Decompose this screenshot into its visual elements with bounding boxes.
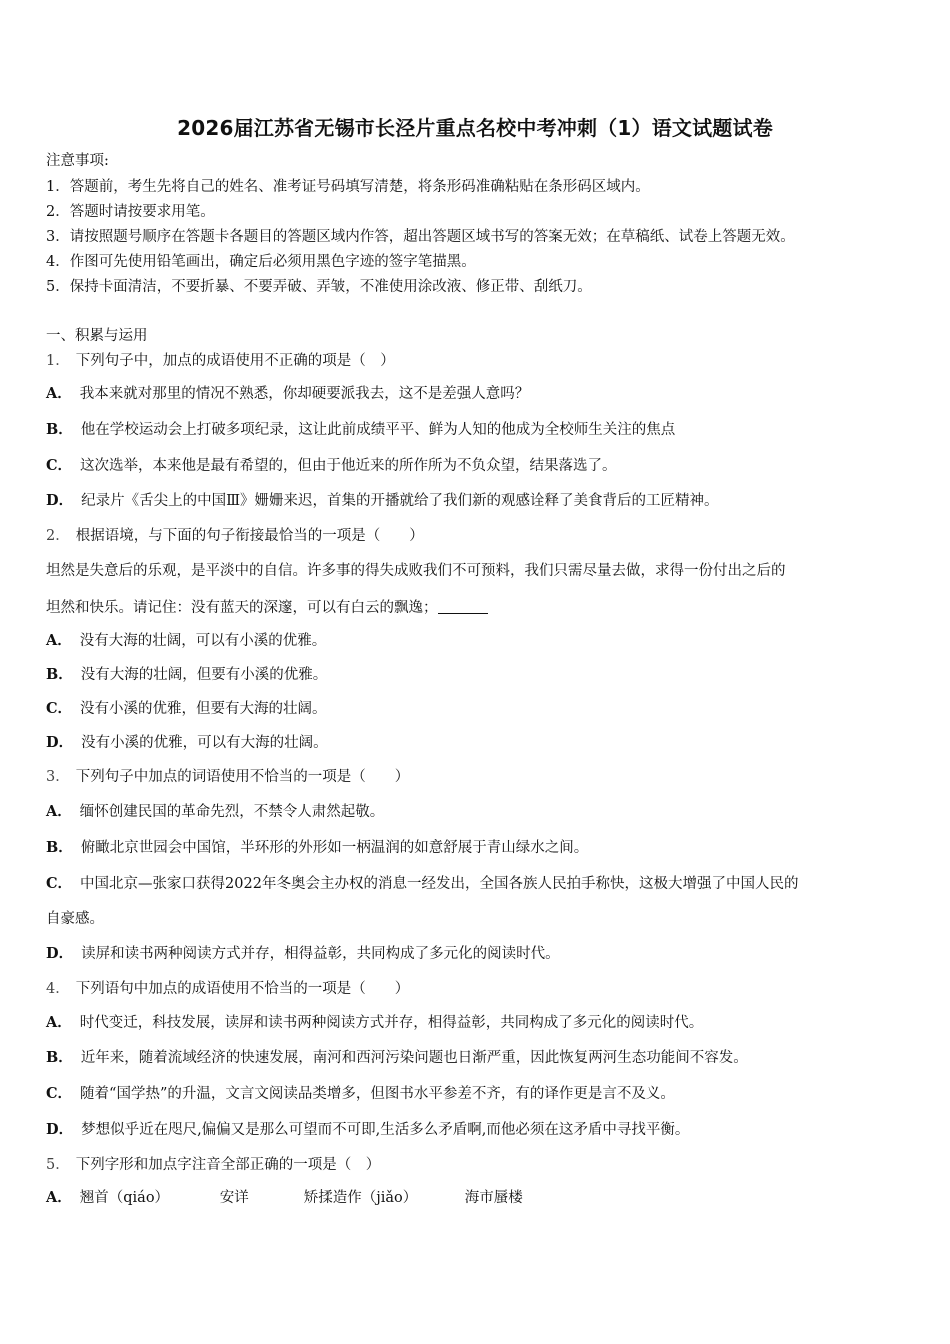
option-label: C． xyxy=(46,457,73,474)
option-text: 中国北京—张家口获得2022年冬奥会主办权的消息一经发出，全国各族人民拍手称快，这极大增强了中国人民的 xyxy=(80,876,799,892)
section-heading: 一、积累与运用 xyxy=(46,328,148,344)
option-item: 安详 xyxy=(219,1190,249,1206)
question-2-stem xyxy=(46,526,424,546)
option-text: 他在学校运动会上打破多项纪录，这让此前成绩平平、鲜为人知的他成为全校师生关注的焦点 xyxy=(80,422,676,438)
question-number: 2． xyxy=(46,528,70,544)
option-text: 俯瞰北京世园会中国馆，半环形的外形如一柄温润的如意舒展于青山绿水之间。 xyxy=(80,840,589,856)
question-text: 下列语句中加点的成语使用不恰当的一项是（ ） xyxy=(75,981,410,997)
option-label: A． xyxy=(46,803,72,820)
notice-item: 2．答题时请按要求用笔。 xyxy=(46,204,215,220)
notice-item: 5．保持卡面清洁，不要折暴、不要弄破、弄皱，不准使用涂改液、修正带、刮纸刀。 xyxy=(46,279,592,295)
option-d xyxy=(46,491,719,511)
question-number: 3． xyxy=(46,769,70,785)
option-label: A． xyxy=(46,1189,72,1206)
question-text: 下列句子中，加点的成语使用不正确的项是（ ） xyxy=(75,353,395,369)
option-text: 没有大海的壮阔，可以有小溪的优雅。 xyxy=(79,633,327,649)
option-a xyxy=(46,1188,523,1208)
option-label: B． xyxy=(46,666,73,683)
option-label: D． xyxy=(46,1121,74,1138)
option-label: D． xyxy=(46,945,74,962)
option-label: B． xyxy=(46,1049,73,1066)
notice-item: 1．答题前，考生先将自己的姓名、准考证号码填写清楚，将条形码准确粘贴在条形码区域内。 xyxy=(46,179,650,195)
option-b xyxy=(46,420,675,440)
answer-blank xyxy=(438,599,488,614)
notice-item: 3．请按照题号顺序在答题卡各题目的答题区域内作答，超出答题区域书写的答案无效；在草稿纸、试卷上答题无效。 xyxy=(46,229,795,245)
question-text: 下列句子中加点的词语使用不恰当的一项是（ ） xyxy=(75,769,410,785)
option-c xyxy=(46,699,327,719)
option-text: 读屏和读书两种阅读方式并存，相得益彰，共同构成了多元化的阅读时代。 xyxy=(81,946,560,962)
option-label: D． xyxy=(46,734,74,751)
question-number: 4． xyxy=(46,981,70,997)
option-text: 没有小溪的优雅，但要有大海的壮阔。 xyxy=(80,701,327,717)
option-c-continued: 自豪感。 xyxy=(46,911,104,927)
option-label: A． xyxy=(46,1014,72,1031)
option-label: A． xyxy=(46,385,72,402)
option-label: A． xyxy=(46,632,72,649)
option-item: 海市蜃楼 xyxy=(464,1190,523,1206)
option-d xyxy=(46,1120,689,1140)
option-d xyxy=(46,944,560,964)
page-title: 2026届江苏省无锡市长泾片重点名校中考冲刺（1）语文试题试卷 xyxy=(177,116,773,140)
option-a xyxy=(46,802,384,822)
option-b xyxy=(46,665,327,685)
option-a xyxy=(46,631,326,651)
option-label: C． xyxy=(46,875,73,892)
option-item: 矫揉造作（jiǎo） xyxy=(303,1190,418,1206)
option-c xyxy=(46,456,617,476)
option-c xyxy=(46,874,798,894)
option-label: D． xyxy=(46,492,74,509)
question-number: 5． xyxy=(46,1157,70,1173)
question-1-stem xyxy=(46,351,395,371)
option-text: 缅怀创建民国的革命先烈，不禁令人肃然起敬。 xyxy=(79,804,385,820)
option-a xyxy=(46,384,529,404)
option-b xyxy=(46,838,588,858)
option-text: 随着“国学热”的升温，文言文阅读品类增多，但图书水平参差不齐，有的译作更是言不及义。 xyxy=(80,1086,675,1102)
option-label: C． xyxy=(46,1085,73,1102)
option-d xyxy=(46,733,328,753)
option-b xyxy=(46,1048,748,1068)
question-text: 根据语境，与下面的句子衔接最恰当的一项是（ ） xyxy=(75,528,424,544)
question-text: 下列字形和加点字注音全部正确的一项是（ ） xyxy=(75,1157,381,1173)
option-c xyxy=(46,1084,675,1104)
passage-line xyxy=(46,598,488,618)
question-3-stem xyxy=(46,767,409,787)
option-text: 没有大海的壮阔，但要有小溪的优雅。 xyxy=(80,667,328,683)
option-label: B． xyxy=(46,421,73,438)
option-label: C． xyxy=(46,700,73,717)
passage-text: 坦然和快乐。请记住：没有蓝天的深邃，可以有白云的飘逸； xyxy=(46,600,438,616)
option-text: 时代变迁，科技发展，读屏和读书两种阅读方式并存，相得益彰，共同构成了多元化的阅读时代。 xyxy=(79,1015,704,1031)
question-5-stem xyxy=(46,1155,380,1175)
notice-heading: 注意事项: xyxy=(46,153,109,169)
question-4-stem xyxy=(46,979,409,999)
option-label: B． xyxy=(46,839,73,856)
option-text: 梦想似乎近在咫尺,偏偏又是那么可望而不可即,生活多么矛盾啊,而他必须在这矛盾中寻找平衡。 xyxy=(81,1122,690,1138)
option-item: 翘首（qiáo） xyxy=(79,1190,170,1206)
option-text: 我本来就对那里的情况不熟悉，你却硬要派我去，这不是差强人意吗？ xyxy=(79,386,530,402)
option-text: 纪录片《舌尖上的中国Ⅲ》姗姗来迟，首集的开播就给了我们新的观感诠释了美食背后的工匠精神。 xyxy=(81,493,719,509)
notice-item: 4．作图可先使用铅笔画出，确定后必须用黑色字迹的签字笔描黑。 xyxy=(46,254,476,270)
option-text: 近年来，随着流域经济的快速发展，南河和西河污染问题也日渐严重，因此恢复两河生态功能间不容发。 xyxy=(80,1050,748,1066)
option-text: 没有小溪的优雅，可以有大海的壮阔。 xyxy=(81,735,328,751)
passage-line: 坦然是失意后的乐观，是平淡中的自信。许多事的得失成败我们不可预料，我们只需尽量去做，求得一份付出之后的 xyxy=(46,563,786,579)
option-a xyxy=(46,1013,703,1033)
option-text: 这次选举，本来他是最有希望的，但由于他近来的所作所为不负众望，结果落选了。 xyxy=(80,458,617,474)
question-number: 1． xyxy=(46,353,70,369)
